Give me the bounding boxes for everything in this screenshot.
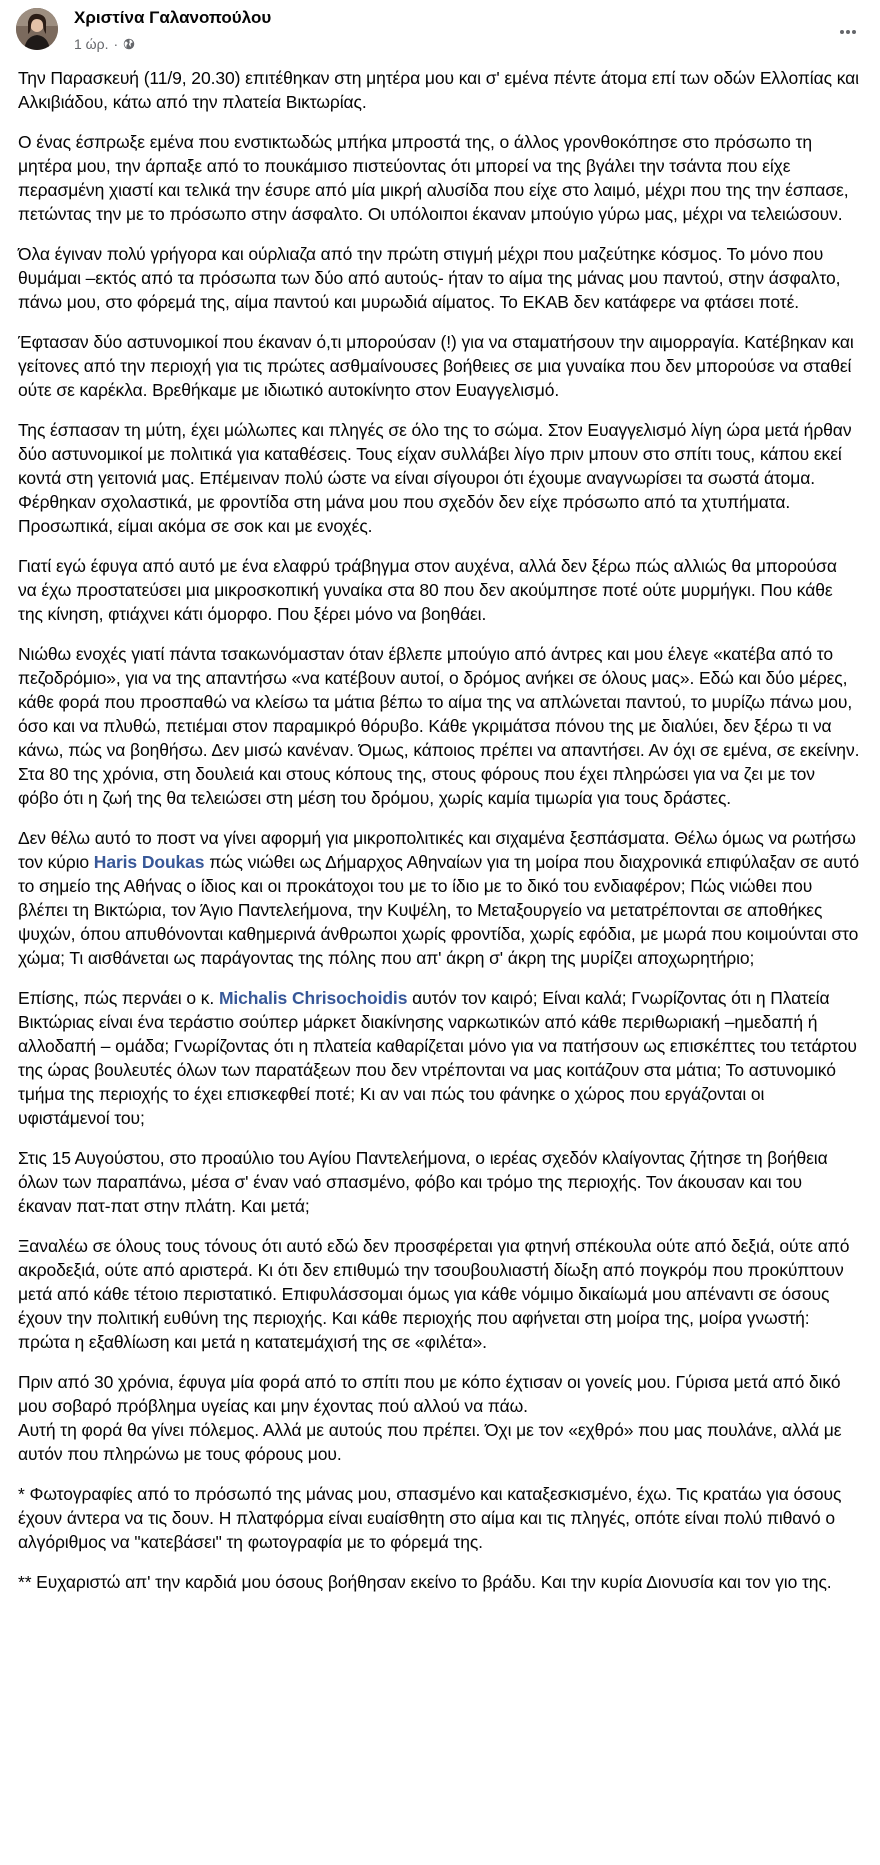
paragraph-14: ** Ευχαριστώ απ' την καρδιά μου όσους βοήθησαν εκείνο το βράδυ. Και την κυρία Διονυσία και τον γιο της. xyxy=(18,1572,832,1592)
mention-link-haris-doukas[interactable]: Haris Doukas xyxy=(93,852,205,872)
paragraph-8-text-end: πώς νιώθει ως Δήμαρχος Αθηναίων για τη μοίρα που διαχρονικά επιφύλαξαν σε αυτό το σημείο της Αθήνας ο ίδιος και οι προκάτοχοι του με το ίδιο με το δικό του ενδιαφέρον; Πώς νιώθει που βλέπει τη Βικτώρια, τον Άγιο Παντελεήμονα, την Κυψέλη, το Μεταξουργείο να μετατρέπονται σε αποθήκες ψυχών, όπου απυθόνονται καθημερινά άνθρωποι χωρίς φροντίδα, χωρίς εφόδια, με μωρά που κοιμούνται στο χώμα; Τι αισθάνεται ως παράγοντας της πόλης που απ' άκρη σ' άκρη της μυρίζει αποχωρητήριο; xyxy=(18,852,859,968)
post-meta xyxy=(74,35,135,53)
paragraph-10: Στις 15 Αυγούστου, στο προαύλιο του Αγίου Παντελεήμονα, ο ιερέας σχεδόν κλαίγοντας ζήτησε τη βοήθεια όλων των παραπάνω, μέσα σ' έναν ναό σπασμένο, φόβο και τρόμο της περιοχής. Τον άκουσαν και του έκαναν πατ-πατ στην πλάτη. Και μετά; xyxy=(18,1148,828,1216)
avatar-image xyxy=(16,8,58,50)
paragraph-9-text-start: Επίσης, πώς περνάει ο κ. xyxy=(18,988,219,1008)
post-header xyxy=(0,0,880,62)
paragraph-4: Έφτασαν δύο αστυνομικοί που έκαναν ό,τι μπορούσαν (!) για να σταματήσουν την αιμορραγία. Κατέβηκαν και γείτονες από την περιοχή για τις πρώτες ασθμαίνουσες βοήθειες σε μια γυναίκα που δεν μπορούσε να σταθεί ούτε σε καρέκλα. Βρεθήκαμε με ιδιωτικό αυτοκίνητο στον Ευαγγελισμό. xyxy=(18,332,854,400)
paragraph-9 xyxy=(18,986,860,1130)
mention-link-michalis-chrisochoidis[interactable]: Michalis Chrisochoidis xyxy=(218,988,408,1008)
paragraph-3: Όλα έγιναν πολύ γρήγορα και ούρλιαζα από την πρώτη στιγμή μέχρι που μαζεύτηκε κόσμος. Το μόνο που θυμάμαι –εκτός από τα πρόσωπα των δύο από αυτούς- ήταν το αίμα της μάνας μου παντού, στην άσφαλτο, πάνω μου, στο φόρεμά της, αίμα παντού και μυρωδιά αίματος. Το ΕΚΑΒ δεν κατάφερε να φτάσει ποτέ. xyxy=(18,244,841,312)
more-options-button[interactable] xyxy=(830,14,866,50)
more-options-icon xyxy=(838,22,858,42)
paragraph-12-line-1: Πριν από 30 χρόνια, έφυγα μία φορά από το σπίτι που με κόπο έχτισαν οι γονείς μου. Γύρισα μετά από δικό μου σοβαρό πρόβλημα υγείας και μην έχοντας πού αλλού να πάω. xyxy=(18,1372,841,1416)
post-timestamp[interactable]: 1 ώρ. xyxy=(74,36,109,52)
paragraph-12-line-2: Αυτή τη φορά θα γίνει πόλεμος. Αλλά με αυτούς που πρέπει. Όχι με τον «εχθρό» που μας πουλάνε, αλλά με αυτόν που πληρώνω με τους φόρους μου. xyxy=(18,1420,842,1464)
paragraph-11: Ξαναλέω σε όλους τους τόνους ότι αυτό εδώ δεν προσφέρεται για φτηνή σπέκουλα ούτε από δεξιά, ούτε από ακροδεξιά, ούτε από αριστερά. Κι ότι δεν επιθυμώ την τσουβουλιαστή δίωξη από πογκρόμ που προκύπτουν μετά από κάθε τέτοιο περιστατικό. Επιφυλάσσομαι όμως για κάθε νόμιμο δικαίωμά μου απέναντι σε όσους έχουν την πολιτική ευθύνη της περιοχής. Και κάθε περιοχής που αφήνεται στη μοίρα της, μοίρα γνωστή: πρώτα η εξαθλίωση και μετά η κατατεμάχισή της σε «φιλέτα». xyxy=(18,1236,850,1352)
paragraph-9-text-end: αυτόν τον καιρό; Είναι καλά; Γνωρίζοντας ότι η Πλατεία Βικτώριας είναι ένα τεράστιο σούπερ μάρκετ διακίνησης ναρκωτικών από κάθε περιθωριακή –ημεδαπή ή αλλοδαπή – ομάδα; Γνωρίζοντας ότι η πλατεία καθαρίζεται μόνο για να πατήσουν ως επισκέπτες του τετάρτου της ώρας βουλευτές όλων των παρατάξεων που δεν ντρέπονται να μας κοιτάζουν στα μάτια; Το αστυνομικό τμήμα της περιοχής το έχει επισκεφθεί ποτέ; Κι αν ναι πώς του φάνηκε ο χώρος που εργάζονται οι υφιστάμενοί του; xyxy=(18,988,857,1128)
globe-icon[interactable] xyxy=(123,38,135,50)
post-body xyxy=(18,66,860,1610)
paragraph-5: Της έσπασαν τη μύτη, έχει μώλωπες και πληγές σε όλο της το σώμα. Στον Ευαγγελισμό λίγη ώρα μετά ήρθαν δύο αστυνομικοί με πολιτικά για καταθέσεις. Τους είχαν συλλάβει λίγο πριν μπουν στο σπίτι τους, κάπου εκεί κοντά στη γειτονιά μας. Επέμειναν πολύ ώστε να είναι σίγουροι ότι έχουμε αναγνωρίσει τα σωστά άτομα. Φέρθηκαν σχολαστικά, με φροντίδα στη μάνα μου που σχεδόν δεν είχε πρόσωπο από τα χτυπήματα. Προσωπικά, είμαι ακόμα σε σοκ και με ενοχές. xyxy=(18,420,852,536)
paragraph-12 xyxy=(18,1370,860,1466)
avatar[interactable] xyxy=(16,8,58,50)
paragraph-2: Ο ένας έσπρωξε εμένα που ενστικτωδώς μπήκα μπροστά της, ο άλλος γρονθοκόπησε στο πρόσωπο τη μητέρα μου, την άρπαξε από το πουκάμισο πιστεύοντας ότι μπορεί να της βγάλει την τσάντα που είχε περασμένη χιαστί και τελικά την έσυρε από μία μικρή αλυσίδα που είχε στο λαιμό, μέχρι που της την έσπασε, πετώντας την με το πρόσωπο στην άσφαλτο. Οι υπόλοιποι έκαναν μπούγιο γύρω μας, μέχρι να τελειώσουν. xyxy=(18,132,849,224)
paragraph-7: Νιώθω ενοχές γιατί πάντα τσακωνόμασταν όταν έβλεπε μπούγιο από άντρες και μου έλεγε «κατέβα από το πεζοδρόμιο», για να της απαντήσω «να κατέβουν αυτοί, ο δρόμος ανήκει σε όλους μας». Εδώ και δύο μέρες, κάθε φορά που προσπαθώ να κλείσω τα μάτια βέπω το αίμα της να απλώνεται παντού, το μυρίζω πάνω μου, όσο και να πλυθώ, πετιέμαι στον παραμικρό θόρυβο. Κάθε γκριμάτσα πόνου της με διαλύει, δεν ξέρω τι να κάνω, πώς να βοηθήσω. Δεν μισώ κανέναν. Όμως, κάποιος πρέπει να απαντήσει. Αν όχι σε εμένα, σε εκείνην. Στα 80 της χρόνια, στη δουλειά και στους κόπους της, στους φόρους που έχει πληρώσει για να ζει με τον φόβο ότι η ζωή της θα τελειώσει στη μέση του δρόμου, χωρίς καμία τιμωρία για τους δράστες. xyxy=(18,644,860,808)
paragraph-8-text-start: Δεν θέλω αυτό το ποστ να γίνει αφορμή για μικροπολιτικές και σιχαμένα ξεσπάσματα. Θέλω όμως να ρωτήσω τον κύριο xyxy=(18,828,856,872)
meta-separator: · xyxy=(113,36,119,52)
paragraph-13: * Φωτογραφίες από το πρόσωπό της μάνας μου, σπασμένο και καταξεσκισμένο, έχω. Τις κρατάω για όσους έχουν άντερα να τις δουν. Η πλατφόρμα είναι ευαίσθητη στο αίμα και τις πληγές, οπότε είναι πολύ πιθανό ο αλγόριθμος να "κατεβάσει" τη φωτογραφία με το φόρεμά της. xyxy=(18,1484,842,1552)
author-name[interactable]: Χριστίνα Γαλανοπούλου xyxy=(74,8,272,27)
paragraph-8 xyxy=(18,826,860,970)
paragraph-6: Γιατί εγώ έφυγα από αυτό με ένα ελαφρύ τράβηγμα στον αυχένα, αλλά δεν ξέρω πώς αλλιώς θα μπορούσα να έχω προστατεύσει μια μικροσκοπική γυναίκα στα 80 που δεν ακούμπησε ποτέ ούτε μυρμήγκι. Που κάθε της κίνηση, φτιάχνει κάτι όμορφο. Που ξέρει μόνο να βοηθάει. xyxy=(18,556,837,624)
paragraph-1: Την Παρασκευή (11/9, 20.30) επιτέθηκαν στη μητέρα μου και σ' εμένα πέντε άτομα επί των οδών Ελλοπίας και Αλκιβιάδου, κάτω από την πλατεία Βικτωρίας. xyxy=(18,68,859,112)
